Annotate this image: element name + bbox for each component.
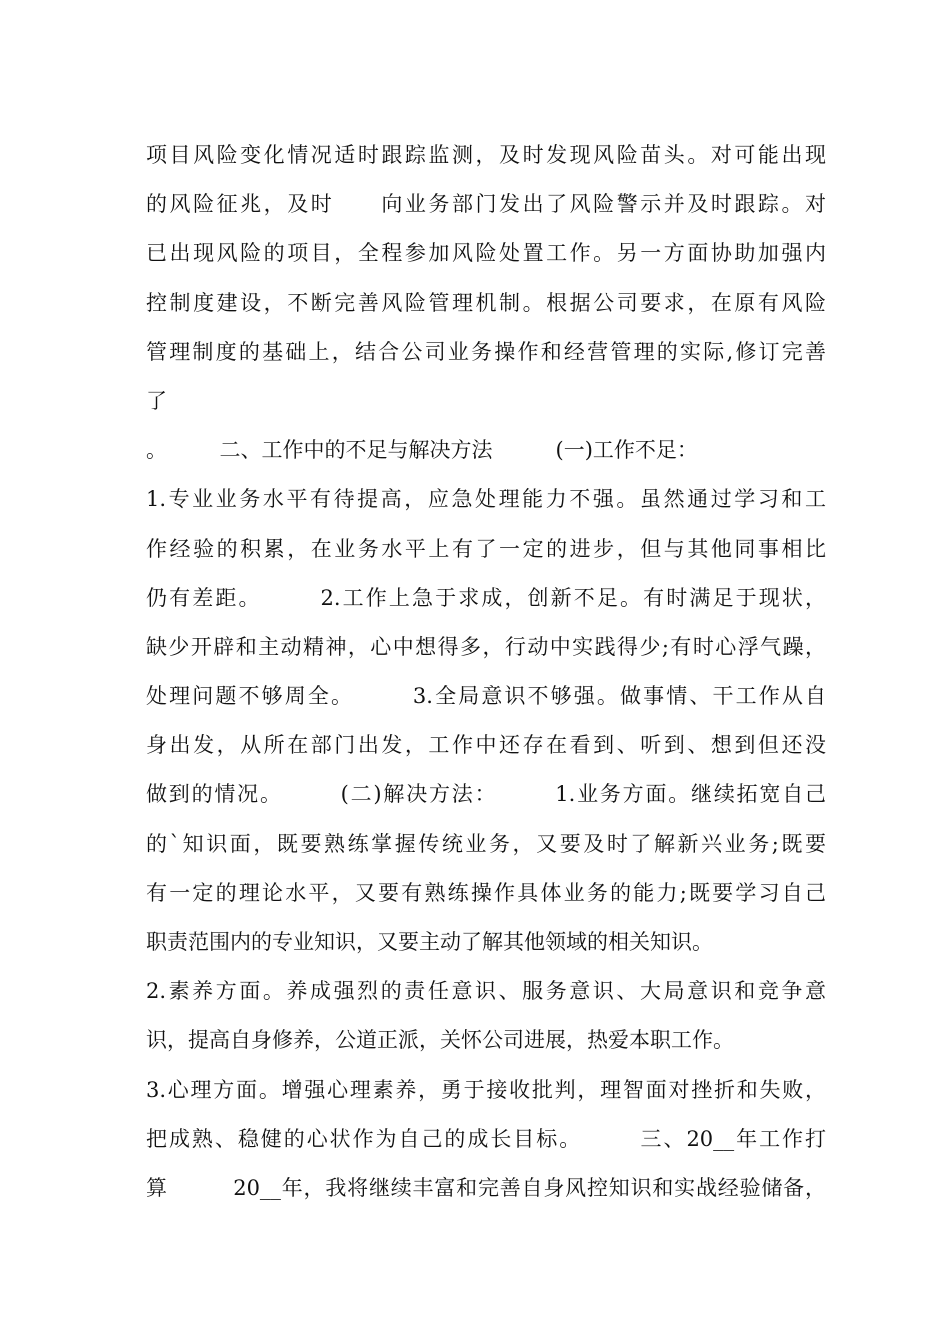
text-line: 处理问题不够周全。 3.全局意识不够强。做事情、干工作从自	[146, 684, 826, 709]
text-line: 做到的情况。 (二)解决方法： 1.业务方面。继续拓宽自己	[146, 782, 826, 807]
text-line: 仍有差距。 2.工作上急于求成，创新不足。有时满足于现状，	[146, 585, 826, 610]
text-line: 有一定的理论水平，又要有熟练操作具体业务的能力;既要学习自己	[146, 880, 826, 905]
text-line: 管理制度的基础上，结合公司业务操作和经营管理的实际,修订完善	[146, 339, 826, 364]
section-heading: 。 二、工作中的不足与解决方法 (一)工作不足：	[146, 438, 698, 463]
text-line: 的`知识面，既要熟练掌握传统业务，又要及时了解新兴业务;既要	[146, 831, 826, 856]
body-text	[146, 131, 826, 1213]
text-line: 身出发，从所在部门出发，工作中还存在看到、听到、想到但还没	[146, 733, 826, 758]
text-line: 算 20__年，我将继续丰富和完善自身风控知识和实战经验储备，	[146, 1175, 826, 1200]
text-line: 职责范围内的专业知识，又要主动了解其他领域的相关知识。	[146, 930, 713, 954]
text-line: 缺少开辟和主动精神，心中想得多，行动中实践得少;有时心浮气躁，	[146, 634, 826, 659]
text-line: 项目风险变化情况适时跟踪监测，及时发现风险苗头。对可能出现	[146, 143, 826, 167]
text-line: 已出现风险的项目，全程参加风险处置工作。另一方面协助加强内	[146, 241, 826, 266]
text-line: 识，提高自身修养，公道正派，关怀公司进展，热爱本职工作。	[146, 1028, 734, 1053]
text-line: 控制度建设，不断完善风险管理机制。根据公司要求，在原有风险	[146, 290, 826, 315]
text-line: 2.素养方面。养成强烈的责任意识、服务意识、大局意识和竞争意	[146, 979, 826, 1004]
text-line: 的风险征兆，及时 向业务部门发出了风险警示并及时跟踪。对	[146, 192, 826, 217]
text-line: 1.专业业务水平有待提高，应急处理能力不强。虽然通过学习和工	[146, 487, 826, 512]
text-line: 了	[146, 388, 167, 413]
text-line: 作经验的积累，在业务水平上有了一定的进步，但与其他同事相比	[146, 536, 826, 561]
text-line: 3.心理方面。增强心理素养，勇于接收批判，理智面对挫折和失败，	[146, 1077, 826, 1102]
text-line: 把成熟、稳健的心状作为自己的成长目标。 三、20__年工作打	[146, 1126, 826, 1151]
